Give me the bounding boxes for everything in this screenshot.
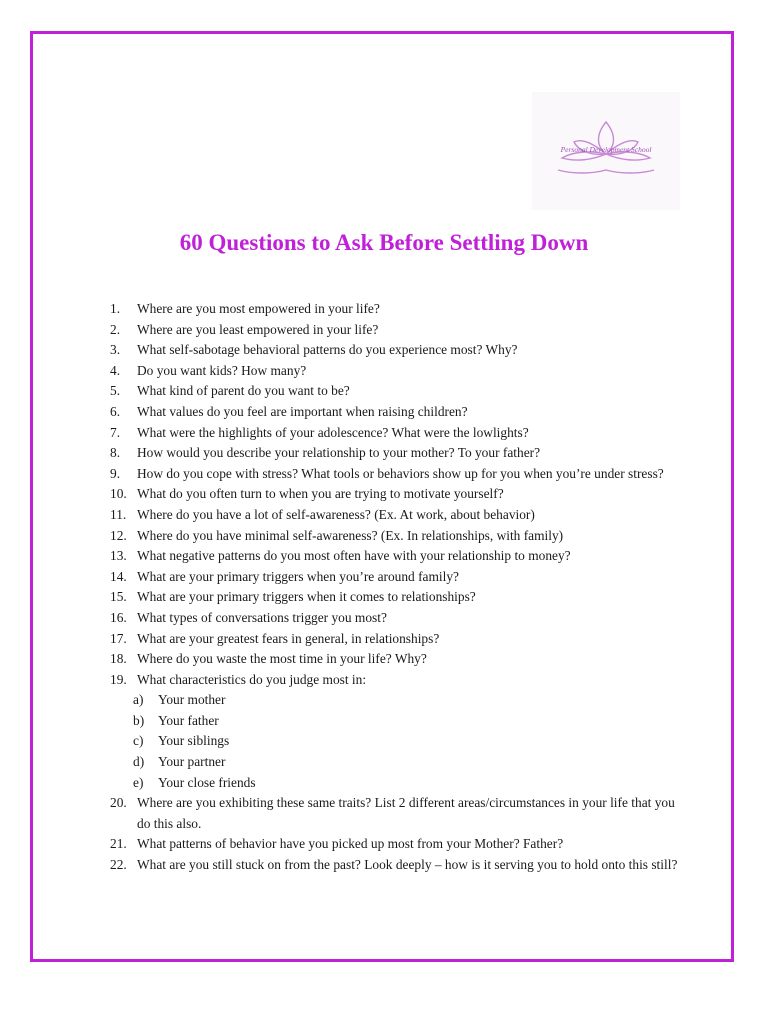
list-item [110,670,685,691]
item-text: What do you often turn to when you are trying to motivate yourself? [137,486,504,502]
item-number: 13. [110,548,127,564]
item-text: What are your primary triggers when you’re around family? [137,568,459,584]
item-text: What are you still stuck on from the past? Look deeply – how is it serving you to hold onto this still? [137,857,678,873]
item-text: What negative patterns do you most often have with your relationship to money? [137,548,571,564]
logo-text: Personal Development School [560,145,652,154]
list-item [110,567,685,588]
list-item [110,526,685,547]
list-item [110,340,685,361]
item-text: Where do you have minimal self-awareness? (Ex. In relationships, with family) [137,527,564,543]
sub-item-letter: e) [133,774,144,790]
item-number: 3. [110,342,121,358]
item-text: How do you cope with stress? What tools or behaviors show up for you when you’re under stress? [137,465,664,481]
item-number: 6. [110,403,121,419]
list-item [110,423,685,444]
item-number: 1. [110,301,121,316]
item-text: What kind of parent do you want to be? [137,383,350,399]
list-item [110,320,685,341]
item-text: Do you want kids? How many? [137,362,307,378]
sub-item-letter: d) [133,754,145,770]
item-text: Where are you least empowered in your life? [137,321,379,337]
item-number: 4. [110,362,121,378]
list-item [110,299,685,320]
item-text: What are your primary triggers when it comes to relationships? [137,589,476,605]
sub-list-item [110,752,685,773]
list-item [110,484,685,505]
list-item [110,464,685,485]
question-list [110,299,685,876]
list-item [110,361,685,382]
item-number: 18. [110,651,127,667]
item-number: 9. [110,465,121,481]
list-item [110,629,685,650]
sub-item-text: Your partner [158,754,226,770]
list-item [110,443,685,464]
list-item [110,505,685,526]
list-item [110,793,685,834]
item-text: What patterns of behavior have you picked up most from your Mother? Father? [137,836,564,852]
sub-list-item [110,711,685,732]
item-number: 10. [110,486,127,502]
item-number: 7. [110,424,121,440]
item-text: What are your greatest fears in general, in relationships? [137,630,440,646]
brand-logo [532,92,680,210]
sub-item-letter: a) [133,692,144,708]
sub-list-item [110,690,685,711]
item-number: 17. [110,630,127,646]
page-title: 60 Questions to Ask Before Settling Down [179,230,589,255]
item-number: 12. [110,527,127,543]
list-item [110,402,685,423]
item-text: Where do you have a lot of self-awareness? (Ex. At work, about behavior) [137,506,535,522]
item-text: How would you describe your relationship to your mother? To your father? [137,445,541,461]
item-number: 22. [110,857,127,873]
item-number: 11. [110,506,127,522]
list-item [110,608,685,629]
item-number: 21. [110,836,127,852]
sub-item-text: Your close friends [158,774,256,790]
item-number: 16. [110,609,127,625]
item-text: What self-sabotage behavioral patterns do you experience most? Why? [137,342,518,358]
item-text: What values do you feel are important when raising children? [137,403,468,419]
sub-item-letter: b) [133,712,145,728]
list-item [110,587,685,608]
sub-item-text: Your mother [158,692,226,708]
item-text: What types of conversations trigger you most? [137,609,387,625]
list-item [110,381,685,402]
sub-item-text: Your father [158,712,219,728]
item-text: What characteristics do you judge most in: [137,671,367,687]
sub-item-letter: c) [133,733,144,749]
list-item [110,649,685,670]
item-number: 19. [110,671,127,687]
item-number: 2. [110,321,121,337]
sub-list-item [110,773,685,794]
list-item [110,546,685,567]
lotus-icon [532,92,680,210]
item-text: Where are you exhibiting these same traits? List 2 different areas/circumstances in your life that you do this also. [137,795,675,831]
list-item [110,834,685,855]
item-text: Where do you waste the most time in your life? Why? [137,651,427,667]
sub-list-item [110,731,685,752]
item-number: 8. [110,445,121,461]
item-number: 15. [110,589,127,605]
item-number: 5. [110,383,121,399]
list-item [110,855,685,876]
item-number: 20. [110,795,127,811]
item-text: Where are you most empowered in your life? [137,301,380,316]
sub-item-text: Your siblings [158,733,230,749]
item-text: What were the highlights of your adolescence? What were the lowlights? [137,424,529,440]
item-number: 14. [110,568,127,584]
